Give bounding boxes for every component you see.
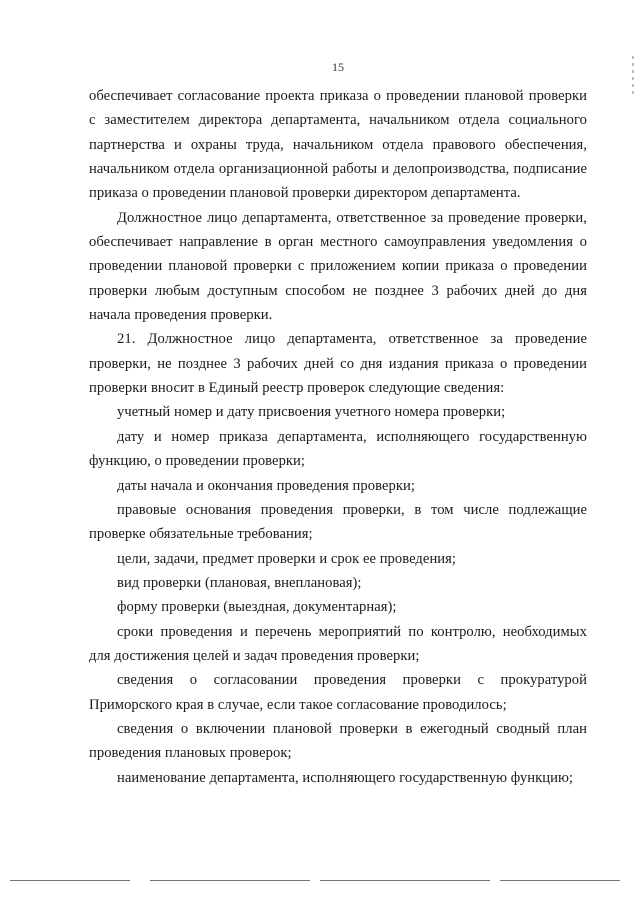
list-item-prosecutor-approval: сведения о согласовании проведения проверки с прокуратурой Приморского края в случае, если такое согласование проводилось; [89,672,587,713]
document-body [89,84,587,790]
list-item-annual-plan: сведения о включении плановой проверки в ежегодный сводный план проведения плановых проверок; [89,720,587,762]
list-item-inspection-type: вид проверки (плановая, внеплановая); [117,574,362,591]
footer-rule-3 [320,880,490,881]
list-item-order-date-number: дату и номер приказа департамента, исполняющего государственную функцию, о проведении проверки; [89,428,587,470]
scan-margin-mark [632,56,634,96]
footer-rule-2 [150,880,310,881]
list-item-registration-number: учетный номер и дату присвоения учетного номера проверки; [117,404,506,421]
footer-rule-1 [10,880,130,881]
list-item-terms-activities: сроки проведения и перечень мероприятий по контролю, необходимых для достижения целей и задач проведения проверки; [89,623,587,664]
list-item-goals-tasks: цели, задачи, предмет проверки и срок ее проведения; [117,550,457,567]
page-number: 15 [332,60,344,74]
paragraph-clause-21: 21. Должностное лицо департамента, ответственное за проведение проверки, не позднее 3 рабочих дней со дня издания приказа о проведении проверки вносит в Единый реестр проверок следующие сведения: [89,331,587,397]
list-item-start-end-dates: даты начала и окончания проведения проверки; [117,477,415,494]
list-item-inspection-form: форму проверки (выездная, документарная); [117,599,397,616]
list-item-department-name: наименование департамента, исполняющего государственную функцию; [117,769,574,786]
paragraph-notification: Должностное лицо департамента, ответственное за проведение проверки, обеспечивает направление в орган местного самоуправления уведомления о проведении плановой проверки с приложением копии приказа о проведении проверки любым доступным способом не позднее 3 рабочих дней до дня начала проведения проверки. [89,209,587,324]
paragraph-continued: обеспечивает согласование проекта приказа о проведении плановой проверки с заместителем директора департамента, начальником отдела социального партнерства и охраны труда, начальником отдела правового обеспечения, начальником отдела организационной работы и делопроизводства, подписание приказа о проведении плановой проверки директором департамента. [89,88,587,202]
footer-rule-4 [500,880,620,881]
list-item-legal-grounds: правовые основания проведения проверки, в том числе подлежащие проверке обязательные требования; [89,501,587,543]
